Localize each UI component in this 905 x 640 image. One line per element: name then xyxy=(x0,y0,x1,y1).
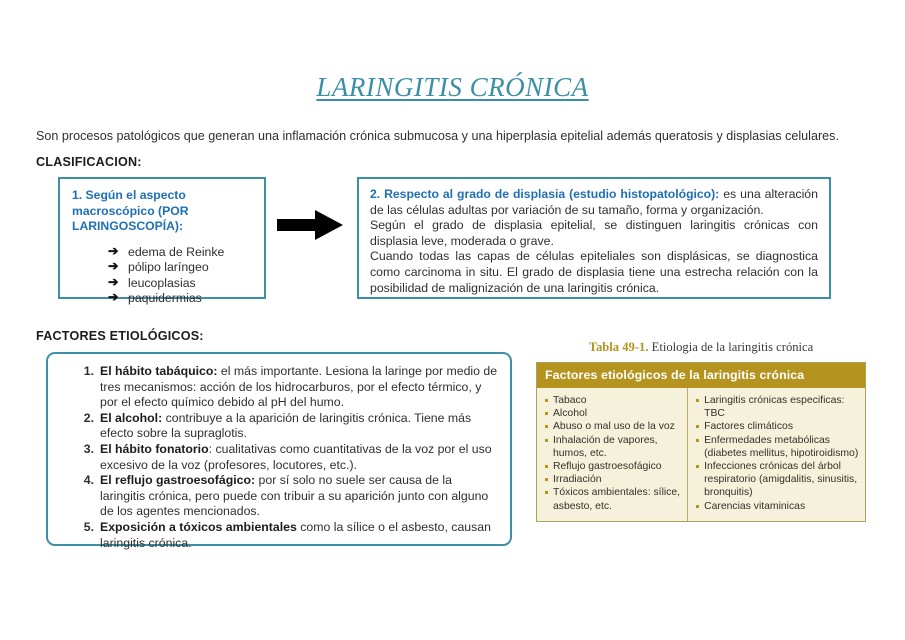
intro-paragraph: Son procesos patológicos que generan una inflamación crónica submucosa y una hiperplasia epitelial además queratosis y displasias celulares. xyxy=(36,129,839,143)
table-row: Alcohol xyxy=(544,407,681,420)
table-row: Infecciones crónicas del árbol respiratorio (amigdalitis, sinusitis, bronquitis) xyxy=(695,460,859,500)
list-item-number: 2. xyxy=(83,410,94,425)
box-factores-etiologicos xyxy=(46,352,512,550)
list-item xyxy=(108,260,254,276)
box-macroscopico-heading: 1. Según el aspecto macroscópico (POR LARINGOSCOPÍA): xyxy=(72,188,189,233)
section-label-factores-etiologicos: FACTORES ETIOLÓGICOS: xyxy=(36,329,204,343)
list-item xyxy=(78,364,498,411)
list-item-number: 5. xyxy=(83,519,94,534)
list-item xyxy=(78,473,498,520)
list-item-label: leucoplasias xyxy=(128,275,196,290)
table-column-left xyxy=(537,388,688,521)
page-title: LARINGITIS CRÓNICA xyxy=(316,72,589,102)
list-item-text: por sí solo no suele ser causa de la laringitis crónica, pero puede con tribuir a su aparición junto con alguno de los agentes mencionados. xyxy=(100,473,489,519)
list-item-term: El hábito tabáquico: xyxy=(100,364,218,378)
list-item-term: Exposición a tóxicos ambientales xyxy=(100,519,297,534)
table-body xyxy=(537,388,865,521)
list-item xyxy=(108,291,254,307)
displasia-paragraph-1-rest: es una alteración de las células adultas por variación de su tamaño, forma y organización. xyxy=(370,187,818,217)
list-item xyxy=(78,442,498,473)
list-item-text: como la sílice o el asbesto, causan laringitis crónica. xyxy=(100,519,491,550)
table-row: Factores climáticos xyxy=(695,420,859,433)
table-column-left-list xyxy=(544,394,681,513)
list-item xyxy=(78,411,498,442)
list-item-term: El alcohol: xyxy=(100,410,163,425)
table-row: Laringitis crónicas especificas: TBC xyxy=(695,394,859,420)
list-item xyxy=(78,520,498,551)
table-row: Irradiación xyxy=(544,473,681,486)
list-item xyxy=(108,245,254,261)
list-item xyxy=(108,276,254,292)
table-column-right xyxy=(688,388,865,521)
list-item-label: paquidermias xyxy=(128,291,202,305)
etiologia-table-figure xyxy=(536,340,866,522)
box-clasificacion-macroscopica xyxy=(58,177,266,305)
list-item-text: contribuye a la aparición de laringitis crónica. Tiene más efecto sobre la supraglotis. xyxy=(100,410,472,441)
table-row: Carencias vitaminicas xyxy=(695,500,859,513)
arrow-bullet-icon: ➔ xyxy=(108,290,119,304)
list-item-number: 3. xyxy=(83,441,94,456)
table-row: Enfermedades metabólicas (diabetes mellitus, hipotiroidismo) xyxy=(695,434,859,460)
arrow-bullet-icon: ➔ xyxy=(108,243,119,258)
table-column-right-list xyxy=(695,394,859,513)
table-caption xyxy=(536,340,866,355)
macroscopico-list xyxy=(72,245,254,307)
table-row: Tabaco xyxy=(544,394,681,407)
displasia-paragraph-3: Cuando todas las capas de células epiteliales son displásicas, se diagnostica como carcinoma in situ. El grado de displasia tiene una estrecha relación con la posibilidad de malignización de una laringitis crónica. xyxy=(370,249,818,295)
list-item-term: El reflujo gastroesofágico: xyxy=(100,473,256,488)
etiologia-table xyxy=(536,362,866,522)
table-row: Inhalación de vapores, humos, etc. xyxy=(544,434,681,460)
table-header: Factores etiológicos de la laringitis crónica xyxy=(537,363,865,388)
box-displasia-heading: 2. Respecto al grado de displasia (estudio histopatológico): xyxy=(370,187,720,201)
table-row: Abuso o mal uso de la voz xyxy=(544,420,681,433)
list-item-term: El hábito fonatorio xyxy=(100,441,209,456)
displasia-paragraph-1 xyxy=(370,187,818,218)
arrow-bullet-icon: ➔ xyxy=(108,259,119,273)
list-item-text: : cualitativas como cuantitativas de la voz por el uso excesivo de la voz (profesores, locutores, etc.). xyxy=(100,441,492,472)
list-item-label: edema de Reinke xyxy=(128,244,225,259)
displasia-body xyxy=(370,187,818,296)
list-item-text: el más importante. Lesiona la laringe por medio de tres mecanismos: acción de los hidrocarburos, por el efecto térmico, y por el efecto químico debido al pH del humo. xyxy=(100,364,498,410)
right-arrow-icon xyxy=(277,210,343,240)
box-grado-displasia xyxy=(357,177,831,299)
table-row: Reflujo gastroesofágico xyxy=(544,460,681,473)
displasia-paragraph-2: Según el grado de displasia epitelial, se distinguen laringitis crónicas con displasia leve, moderada o grave. xyxy=(370,218,818,248)
table-row: Tóxicos ambientales: sílice, asbesto, etc. xyxy=(544,486,681,512)
list-item-number: 4. xyxy=(83,473,94,488)
section-label-clasificacion: CLASIFICACION: xyxy=(36,155,142,169)
arrow-bullet-icon: ➔ xyxy=(108,274,119,289)
list-item-number: 1. xyxy=(83,364,94,378)
table-caption-number: Tabla 49-1. xyxy=(588,340,649,354)
list-item-label: pólipo laríngeo xyxy=(128,260,209,274)
factores-list xyxy=(58,364,498,551)
table-caption-text: Etiologia de la laringitis crónica xyxy=(648,340,814,354)
